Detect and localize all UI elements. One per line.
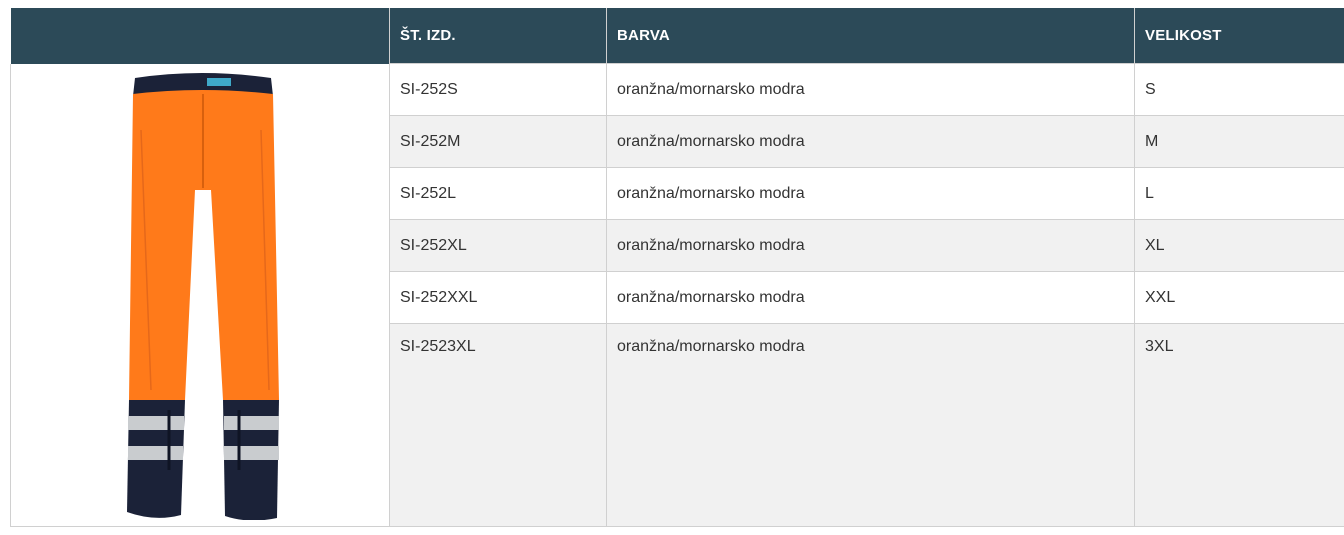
header-article-number: ŠT. IZD. <box>390 8 607 64</box>
cell-color: oranžna/mornarsko modra <box>607 116 1135 168</box>
cell-color: oranžna/mornarsko modra <box>607 324 1135 527</box>
cell-color: oranžna/mornarsko modra <box>607 272 1135 324</box>
product-image-cell <box>11 64 390 527</box>
cell-article-number: SI-252M <box>390 116 607 168</box>
cell-size: 3XL <box>1135 324 1344 527</box>
cell-article-number: SI-252S <box>390 64 607 116</box>
table-header <box>11 8 1344 64</box>
cell-size: M <box>1135 116 1344 168</box>
cell-color: oranžna/mornarsko modra <box>607 168 1135 220</box>
cell-article-number: SI-2523XL <box>390 324 607 527</box>
product-variants-table <box>10 8 1344 527</box>
header-color: BARVA <box>607 8 1135 64</box>
cell-color: oranžna/mornarsko modra <box>607 64 1135 116</box>
hi-vis-rain-trousers-image <box>121 70 281 520</box>
cell-size: S <box>1135 64 1344 116</box>
cell-size: XXL <box>1135 272 1344 324</box>
table-body <box>11 64 1344 527</box>
header-size: VELIKOST <box>1135 8 1344 64</box>
cell-size: L <box>1135 168 1344 220</box>
cell-color: oranžna/mornarsko modra <box>607 220 1135 272</box>
header-image-column <box>11 8 390 64</box>
table-row <box>11 64 1344 116</box>
table-header-row <box>11 8 1344 64</box>
cell-article-number: SI-252L <box>390 168 607 220</box>
product-variants-table-wrapper <box>10 8 1344 535</box>
cell-article-number: SI-252XXL <box>390 272 607 324</box>
cell-article-number: SI-252XL <box>390 220 607 272</box>
cell-size: XL <box>1135 220 1344 272</box>
